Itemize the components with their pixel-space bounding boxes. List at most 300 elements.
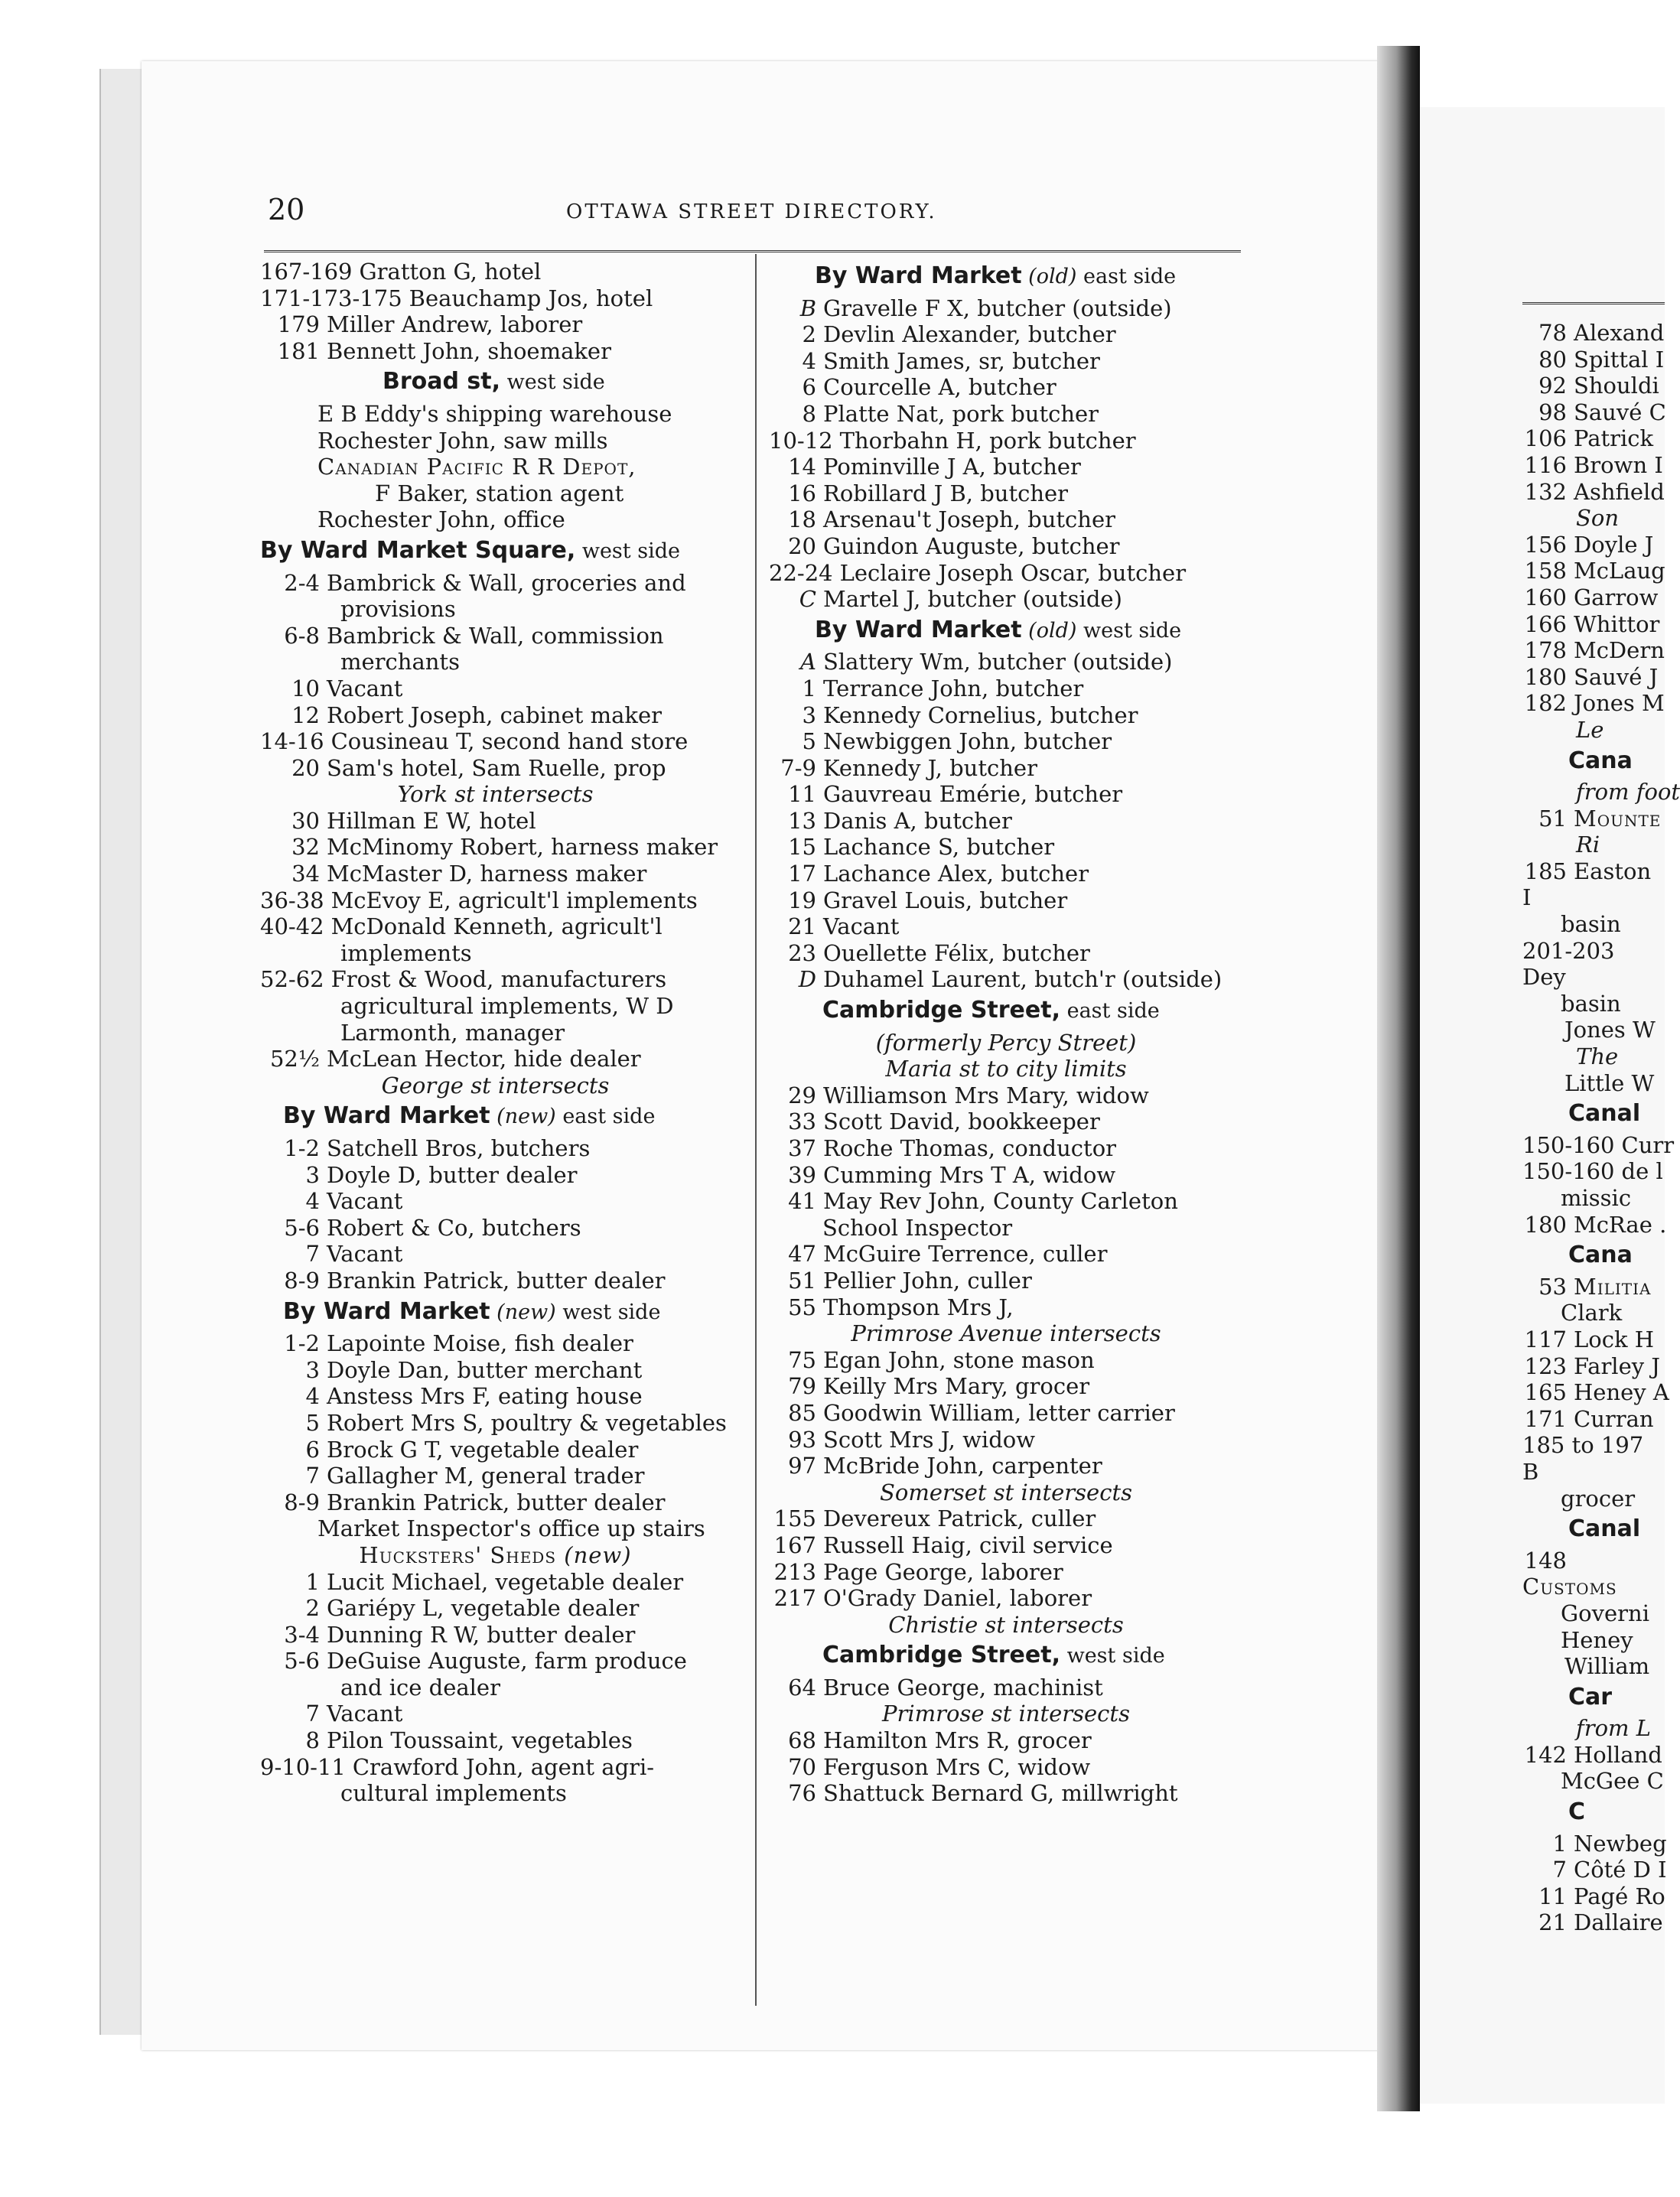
directory-entry [260, 1330, 731, 1357]
entry-text: Miller Andrew, laborer [327, 311, 583, 338]
directory-entry [1522, 1831, 1665, 1857]
entry-text: Hamilton Mrs R, grocer [823, 1727, 1092, 1754]
entry-text: Sauvé J [1574, 663, 1659, 690]
directory-entry [260, 1727, 731, 1754]
directory-entry: Rochester John, office [317, 506, 565, 533]
entry-number: 7 [305, 1241, 320, 1268]
directory-entry [769, 1241, 1243, 1268]
street-side [1060, 999, 1160, 1023]
entry-text: Bambrick & Wall, groceries and [327, 569, 686, 596]
directory-entry [260, 338, 731, 365]
directory-entry [769, 755, 1243, 782]
street-heading [769, 998, 1243, 1025]
entry-text: McMinomy Robert, harness maker [327, 834, 718, 861]
street-side [490, 1300, 661, 1324]
entry-continuation: Governi [1561, 1600, 1649, 1626]
directory-entry [769, 1532, 1243, 1559]
street-name: By Ward Market [815, 262, 1022, 289]
entry-text: Easton I [1522, 858, 1652, 911]
directory-entry: E B Eddy's shipping warehouse [317, 400, 672, 427]
entry-number: A [800, 649, 816, 675]
entry-text: Slattery Wm, butcher (outside) [823, 649, 1173, 675]
directory-entry [1522, 399, 1665, 426]
street-name: By Ward Market [283, 1297, 490, 1325]
directory-entry [769, 1188, 1243, 1241]
entry-number: 5 [305, 1409, 320, 1436]
directory-entry: Canadian Pacific R R Depot, [317, 454, 637, 480]
entry-number: 55 [788, 1294, 816, 1320]
directory-entry [260, 1489, 731, 1516]
entry-number: 8-9 [284, 1267, 320, 1294]
street-heading [260, 1103, 731, 1131]
directory-entry [1522, 479, 1665, 506]
entry-continuation: basin [1561, 990, 1621, 1017]
directory-entry [769, 887, 1243, 914]
directory-column-left [260, 259, 731, 1807]
directory-entry [260, 1648, 731, 1701]
street-heading [260, 369, 731, 396]
directory-entry [1522, 1353, 1665, 1380]
entry-text: Bambrick & Wall, commission [327, 622, 664, 649]
entry-number: 116 [1524, 451, 1567, 478]
entry-text: Lachance S, butcher [823, 834, 1055, 861]
header-rule [264, 250, 1241, 252]
street-heading [1522, 748, 1665, 775]
entry-number: 2-4 [284, 569, 320, 596]
entry-continuation: basin [1561, 911, 1621, 938]
entry-text: Anstess Mrs F, eating house [327, 1383, 643, 1410]
street-name: By Ward Market Square, [260, 536, 576, 564]
street-side [1022, 265, 1177, 288]
entry-number: 21 [788, 913, 816, 940]
directory-entry: William [1564, 1653, 1650, 1680]
entry-text: Jones M [1574, 690, 1665, 717]
intersection-note: Somerset st intersects [880, 1479, 1132, 1505]
entry-number: 68 [788, 1727, 816, 1754]
entry-number: 93 [788, 1426, 816, 1453]
entry-text: Thompson Mrs J, [823, 1294, 1014, 1320]
directory-entry: Rochester John, saw mills [317, 427, 608, 454]
entry-text: Doyle Dan, butter merchant [327, 1356, 643, 1383]
entry-number: 64 [788, 1674, 816, 1701]
directory-entry [1522, 1548, 1665, 1653]
entry-text: Frost & Wood, manufacturers [330, 966, 667, 993]
directory-entry [1522, 938, 1665, 1017]
directory-entry [260, 311, 731, 338]
directory-entry [769, 1373, 1243, 1400]
intersection-note: Son [1576, 505, 1620, 532]
street-name: C [1568, 1798, 1586, 1826]
entry-text: Martel J, butcher (outside) [823, 586, 1122, 613]
right-page-header-rule [1522, 302, 1665, 304]
directory-entry [769, 781, 1243, 808]
directory-entry [1522, 1432, 1665, 1512]
entry-text: McDonald Kenneth, agricult'l [330, 913, 663, 940]
directory-entry [769, 428, 1243, 454]
entry-number: 150-160 [1522, 1131, 1615, 1158]
entry-text: Pagé Ro [1574, 1883, 1665, 1909]
entry-text: Bennett John, shoemaker [327, 337, 611, 364]
entry-text: Shouldi [1574, 373, 1659, 399]
entry-text: Customs [1522, 1574, 1617, 1600]
directory-entry [769, 348, 1243, 375]
directory-entry [260, 1268, 731, 1294]
entry-number: 1-2 [284, 1330, 320, 1357]
street-side [575, 539, 680, 563]
directory-entry [1522, 347, 1665, 373]
directory-entry [260, 1437, 731, 1463]
entry-text: Patrick [1574, 425, 1654, 452]
entry-text: Kennedy J, butcher [823, 754, 1037, 781]
entry-text: Robert Joseph, cabinet maker [327, 701, 663, 728]
entry-number: 9-10-11 [260, 1753, 346, 1780]
entry-text: Doyle J [1574, 531, 1654, 558]
entry-number: 32 [291, 834, 320, 861]
directory-entry [769, 702, 1243, 729]
entry-number: 23 [788, 939, 816, 966]
directory-entry [769, 401, 1243, 428]
intersection-note: Maria st to city limits [885, 1056, 1127, 1082]
entry-text: Robert & Co, butchers [327, 1214, 581, 1241]
entry-text: Pilon Toussaint, vegetables [327, 1727, 633, 1754]
entry-continuation: merchants [340, 649, 460, 675]
directory-entry [260, 623, 731, 675]
entry-text: McMaster D, harness maker [327, 861, 647, 887]
entry-text: Newbeg [1574, 1830, 1667, 1857]
street-name: Cambridge Street, [822, 997, 1060, 1024]
street-name: By Ward Market [815, 616, 1022, 643]
entry-number: 36-38 [260, 887, 324, 913]
entry-text: Sauvé C [1574, 399, 1666, 425]
entry-number: 11 [1538, 1883, 1567, 1909]
directory-entry [260, 728, 731, 755]
directory-entry [1522, 320, 1665, 347]
intersection-note: from foot [1576, 779, 1680, 806]
directory-entry [1522, 1406, 1665, 1433]
entry-text: Robert Mrs S, poultry & vegetables [327, 1409, 727, 1436]
entry-text: Heney A [1574, 1379, 1669, 1406]
directory-entry [1522, 425, 1665, 452]
entry-text: Newbiggen John, butcher [823, 728, 1112, 755]
entry-number: 181 [277, 337, 320, 364]
street-name: Cana [1568, 1242, 1633, 1269]
street-side [500, 370, 605, 394]
entry-text: Gallagher M, general trader [327, 1463, 645, 1489]
entry-text: McRae . [1574, 1211, 1667, 1238]
street-name: Broad st, [383, 368, 501, 395]
directory-entry [1522, 664, 1665, 691]
entry-number: 4 [305, 1383, 320, 1410]
directory-entry [260, 887, 731, 914]
entry-text: Lachance Alex, butcher [823, 861, 1089, 887]
directory-entry [260, 285, 731, 312]
entry-number: B [799, 295, 816, 321]
directory-entry [769, 1675, 1243, 1701]
side-qualifier: (old) [1028, 265, 1077, 288]
entry-text: Scott Mrs J, widow [823, 1426, 1036, 1453]
street-name: Car [1568, 1683, 1613, 1710]
entry-number: 178 [1524, 637, 1567, 664]
section-caption-text: Hucksters' Sheds [359, 1541, 557, 1568]
entry-number: 2 [802, 321, 816, 348]
entry-text: Robillard J B, butcher [823, 480, 1069, 506]
entry-text: Gravelle F X, butcher (outside) [823, 295, 1172, 321]
entry-number: 52-62 [260, 966, 324, 993]
entry-number: 40-42 [260, 913, 324, 940]
entry-number: 150-160 [1522, 1158, 1615, 1185]
entry-number: 34 [291, 861, 320, 887]
entry-number: D [798, 966, 816, 993]
entry-number: 142 [1524, 1741, 1567, 1768]
entry-text: McEvoy E, agricult'l implements [330, 887, 698, 913]
directory-entry [260, 913, 731, 966]
directory-entry [1522, 558, 1665, 584]
directory-column-middle [769, 259, 1243, 1807]
entry-number: 17 [788, 861, 816, 887]
entry-text: Williamson Mrs Mary, widow [823, 1082, 1149, 1108]
street-heading [769, 617, 1243, 645]
directory-entry [1522, 1909, 1665, 1936]
entry-number: 167 [773, 1531, 816, 1558]
directory-entry [1522, 584, 1665, 611]
entry-text: Scott David, bookkeeper [823, 1108, 1100, 1135]
intersection-note: from L [1576, 1715, 1652, 1742]
entry-text: Smith James, sr, butcher [823, 347, 1100, 374]
entry-number: 19 [788, 887, 816, 913]
directory-entry [1522, 1883, 1665, 1910]
entry-number: 6 [305, 1436, 320, 1463]
entry-number: 106 [1524, 425, 1567, 452]
directory-entry [1522, 1131, 1675, 1159]
entry-text: Egan John, stone mason [823, 1346, 1095, 1373]
entry-continuation: grocer [1561, 1485, 1636, 1512]
entry-number: 76 [788, 1780, 816, 1807]
entry-number: 5-6 [284, 1214, 320, 1241]
entry-number: 213 [773, 1558, 816, 1585]
entry-number: 166 [1524, 610, 1567, 637]
directory-entry [260, 702, 731, 729]
entry-continuation: Larmonth, manager [340, 1019, 565, 1046]
entry-number: 1 [802, 675, 816, 701]
entry-text: Ferguson Mrs C, widow [823, 1753, 1091, 1780]
entry-text: Brankin Patrick, butter dealer [327, 1489, 666, 1515]
entry-text: Duhamel Laurent, butch'r (outside) [823, 966, 1223, 993]
directory-entry [769, 1754, 1243, 1781]
entry-text: Dunning R W, butter dealer [327, 1621, 636, 1648]
entry-number: 10 [291, 675, 320, 701]
entry-text: Kennedy Cornelius, butcher [823, 701, 1138, 728]
side-label: west side [1083, 618, 1182, 643]
entry-number: 41 [788, 1188, 816, 1215]
entry-number: 201-203 [1522, 937, 1615, 964]
directory-entry [1522, 690, 1665, 717]
entry-text: Militia [1574, 1273, 1652, 1300]
entry-text: Crawford John, agent agri- [352, 1753, 655, 1780]
directory-entry [260, 1357, 731, 1384]
directory-entry [1522, 637, 1665, 664]
directory-entry [769, 480, 1243, 507]
entry-text: Mounte [1574, 805, 1662, 832]
entry-number: 117 [1524, 1326, 1567, 1352]
entry-number: 165 [1524, 1379, 1567, 1406]
entry-text: Ouellette Félix, butcher [823, 939, 1090, 966]
intersection-note: George st intersects [381, 1072, 610, 1098]
entry-number: 51 [1538, 805, 1567, 832]
entry-text: Doyle D, butter dealer [327, 1161, 578, 1188]
entry-number: 11 [788, 781, 816, 808]
directory-entry [260, 834, 731, 861]
directory-entry [260, 1701, 731, 1727]
entry-number: 85 [788, 1399, 816, 1426]
entry-number: 171 [1524, 1405, 1567, 1432]
side-label: west side [1066, 1644, 1165, 1668]
entry-number: 185 [1524, 858, 1567, 884]
entry-text: Curran [1574, 1405, 1654, 1432]
entry-number: 29 [788, 1082, 816, 1108]
directory-entry [1522, 532, 1665, 558]
entry-text: Platte Nat, pork butcher [823, 400, 1099, 427]
directory-entry [260, 1215, 731, 1242]
entry-text: Keilly Mrs Mary, grocer [823, 1373, 1090, 1400]
directory-entry [769, 1082, 1243, 1109]
entry-text: Hillman E W, hotel [327, 807, 536, 834]
street-side [1060, 1644, 1165, 1668]
directory-entry [769, 940, 1243, 967]
entry-text: Pominville J A, butcher [823, 454, 1081, 480]
directory-entry [769, 808, 1243, 835]
entry-number: 7-9 [780, 754, 816, 781]
entry-text: Curr [1621, 1131, 1675, 1158]
entry-text: Vacant [327, 1241, 403, 1268]
directory-entry [769, 586, 1243, 613]
entry-number: 14-16 [260, 728, 324, 755]
entry-number: 10-12 [769, 427, 833, 454]
entry-text: McGuire Terrence, culler [823, 1241, 1108, 1268]
section-caption [260, 1542, 731, 1569]
directory-entry [1522, 373, 1665, 399]
entry-number: 16 [788, 480, 816, 506]
entry-number: 217 [773, 1585, 816, 1612]
directory-entry [769, 321, 1243, 348]
entry-number: 180 [1524, 1211, 1567, 1238]
entry-number: 8-9 [284, 1489, 320, 1515]
street-name: Cana [1568, 747, 1633, 774]
entry-number: 3 [305, 1356, 320, 1383]
entry-text: Whittor [1574, 610, 1660, 637]
entry-text: Vacant [327, 675, 403, 701]
directory-entry [260, 675, 731, 702]
directory-entry [769, 1135, 1243, 1162]
entry-text: Brock G T, vegetable dealer [327, 1436, 639, 1463]
entry-number: 15 [788, 834, 816, 861]
entry-text: Vacant [327, 1188, 403, 1215]
entry-number: 182 [1524, 690, 1567, 717]
entry-text: Brown I [1574, 451, 1663, 478]
street-name: Cambridge Street, [822, 1642, 1060, 1669]
entry-text: Courcelle A, butcher [823, 374, 1057, 401]
entry-text: Arsenau't Joseph, butcher [823, 506, 1115, 533]
directory-entry [260, 259, 731, 285]
running-head: OTTAWA STREET DIRECTORY. [566, 200, 937, 223]
entry-number: 70 [788, 1753, 816, 1780]
entry-continuation: Heney [1561, 1626, 1633, 1653]
side-qualifier: (old) [1028, 618, 1077, 643]
directory-entry [260, 570, 731, 623]
side-qualifier: (new) [497, 1300, 556, 1324]
intersection-note: Primrose st intersects [882, 1701, 1130, 1727]
entry-text: O'Grady Daniel, laborer [823, 1585, 1092, 1612]
directory-entry [1522, 1158, 1665, 1211]
directory-entry [769, 966, 1243, 993]
entry-number: 8 [305, 1727, 320, 1754]
entry-text: de l [1621, 1158, 1663, 1185]
directory-entry [769, 1453, 1243, 1479]
directory-entry [769, 913, 1243, 940]
entry-text: Garrow [1574, 584, 1659, 610]
entry-text: Russell Haig, civil service [823, 1531, 1113, 1558]
entry-number: 53 [1538, 1273, 1567, 1300]
directory-entry [769, 1427, 1243, 1453]
directory-entry [769, 506, 1243, 533]
entry-number: 12 [291, 701, 320, 728]
directory-entry [260, 1046, 731, 1072]
entry-number: 167-169 [260, 259, 353, 285]
directory-entry [769, 861, 1243, 887]
entry-text: Ashfield [1574, 478, 1665, 505]
street-heading [769, 263, 1243, 291]
entry-text: Pellier John, culler [823, 1267, 1032, 1294]
directory-entry [1522, 1326, 1665, 1353]
directory-entry [260, 808, 731, 835]
street-heading [260, 1299, 731, 1326]
entry-text: Goodwin William, letter carrier [823, 1399, 1175, 1426]
directory-entry [769, 1727, 1243, 1754]
entry-continuation: missic [1561, 1185, 1632, 1211]
entry-number: 79 [788, 1373, 816, 1400]
entry-number: 92 [1538, 373, 1567, 399]
directory-entry [260, 1569, 731, 1596]
entry-number: 22-24 [769, 559, 833, 586]
directory-entry [769, 533, 1243, 560]
entry-text: Devlin Alexander, butcher [823, 321, 1116, 348]
intersection-note: The [1576, 1043, 1619, 1070]
entry-text: McBride John, carpenter [823, 1453, 1102, 1479]
entry-text: Gratton G, hotel [359, 259, 542, 285]
entry-number: 185 to 197 [1522, 1432, 1644, 1459]
side-label: west side [562, 1300, 661, 1324]
entry-text: Lapointe Moise, fish dealer [327, 1330, 633, 1357]
street-heading [1522, 1101, 1665, 1128]
directory-entry [1522, 1379, 1669, 1406]
side-label: west side [581, 539, 680, 563]
directory-entry [769, 1347, 1243, 1374]
directory-entry [769, 675, 1243, 702]
entry-text: Sam's hotel, Sam Ruelle, prop [327, 754, 666, 781]
entry-continuation: McGee C [1561, 1768, 1664, 1795]
entry-text: Spittal I [1574, 346, 1665, 373]
entry-number: 4 [305, 1188, 320, 1215]
directory-entry [260, 1595, 731, 1622]
intersection-note: Christie st intersects [888, 1611, 1124, 1638]
entry-number: 20 [291, 754, 320, 781]
directory-entry [769, 1268, 1243, 1294]
entry-text: Gariépy L, vegetable dealer [327, 1595, 640, 1622]
entry-text: Guindon Auguste, butcher [823, 532, 1120, 559]
entry-number: 156 [1524, 531, 1567, 558]
entry-number: 20 [788, 532, 816, 559]
directory-entry [1522, 1742, 1665, 1795]
column-rule [755, 254, 757, 2006]
